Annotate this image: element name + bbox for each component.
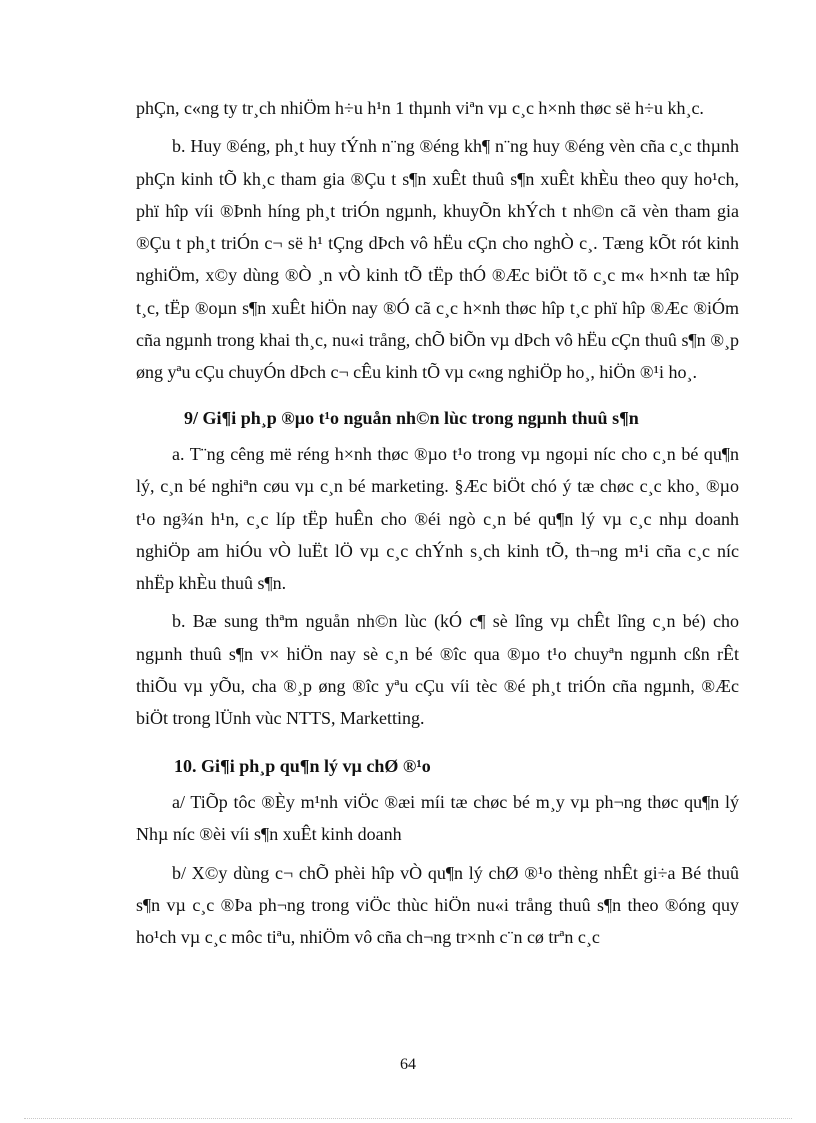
page-number: 64 bbox=[400, 1056, 416, 1073]
paragraph-management-a: a/ TiÕp tôc ®Èy m¹nh viÖc ®æi míi tæ chøc bé m¸y vµ ph¬ng thøc qu¶n lý Nhµ níc ®èi víi s¶n xuÊt kinh doanh bbox=[136, 791, 739, 845]
heading-section-10: 10. Gi¶i ph¸p qu¶n lý vµ chØ ®¹o bbox=[174, 755, 431, 776]
paragraph-capital-mobilization: b. Huy ®éng, ph¸t huy tÝnh n¨ng ®éng kh¶ n¨ng huy ®éng vèn cña c¸c thµnh phÇn kinh tÕ kh¸c tham gia ®Çu t s¶n xuÊt thuû s¶n xuÊt khÈu theo quy ho¹ch, phï hîp víi ®Þnh híng ph¸t triÓn ngµnh, khuyÕn khÝch t nh©n cã vèn tham gia ®Çu t ph¸t triÓn c¬ së h¹ tÇng dÞch vô hËu cÇn cho nghÒ c¸. Tæng kÕt rót kinh nghiÖm, x©y dùng ®Ò ¸n vÒ kinh tÕ tËp thÓ ®Æc biÖt tõ c¸c m« h×nh tæ hîp t¸c, tËp ®oµn s¶n xuÊt hiÖn nay ®Ó cã c¸c h×nh thøc hîp t¸c phï hîp ®Æc ®iÓm cña ngµnh trong khai th¸c, nu«i trång, chÕ biÕn vµ dÞch vô hËu cÇn thuû s¶n ®¸p øng yªu cÇu chuyÓn dÞch c¬ cÊu kinh tÕ vµ c«ng nghiÖp ho¸, hiÖn ®¹i ho¸. bbox=[136, 136, 739, 383]
heading-section-9: 9/ Gi¶i ph¸p ®µo t¹o nguån nh©n lùc trong ngµnh thuû s¶n bbox=[184, 407, 639, 428]
page-body bbox=[136, 92, 739, 953]
paragraph-continuation: phÇn, c«ng ty tr¸ch nhiÖm h÷u h¹n 1 thµnh viªn vµ c¸c h×nh thøc së h÷u kh¸c. bbox=[136, 98, 704, 118]
page-bottom-divider bbox=[24, 1118, 792, 1119]
paragraph-training-b: b. Bæ sung thªm nguån nh©n lùc (kÓ c¶ sè lîng vµ chÊt lîng c¸n bé) cho ngµnh thuû s¶n v× hiÖn nay sè c¸n bé ®îc qua ®µo t¹o chuyªn ngµnh cßn rÊt thiÕu vµ yÕu, cha ®¸p øng ®îc yªu cÇu víi tèc ®é ph¸t triÓn cña ngµnh, ®Æc biÖt trong lÜnh vùc NTTS, Marketting. bbox=[136, 611, 739, 729]
paragraph-management-b: b/ X©y dùng c¬ chÕ phèi hîp vÒ qu¶n lý chØ ®¹o thèng nhÊt gi÷a Bé thuû s¶n vµ c¸c ®Þa ph¬ng trong viÖc thùc hiÖn nu«i trång thuû s¶n theo ®óng quy ho¹ch vµ c¸c môc tiªu, nhiÖm vô cña ch¬ng tr×nh c¨n cø trªn c¸c bbox=[136, 862, 739, 948]
paragraph-training-a: a. T¨ng cêng më réng h×nh thøc ®µo t¹o trong vµ ngoµi níc cho c¸n bé qu¶n lý, c¸n bé nghiªn cøu vµ c¸n bé marketing. §Æc biÖt chó ý tæ chøc c¸c kho¸ ®µo t¹o ng¾n h¹n, c¸c líp tËp huÊn cho ®éi ngò c¸n bé qu¶n lý vµ c¸c nhµ doanh nghiÖp am hiÓu vÒ luËt lÖ vµ c¸c chÝnh s¸ch kinh tÕ, th¬ng m¹i cña c¸c níc nhËp khÈu thuû s¶n. bbox=[136, 443, 739, 594]
